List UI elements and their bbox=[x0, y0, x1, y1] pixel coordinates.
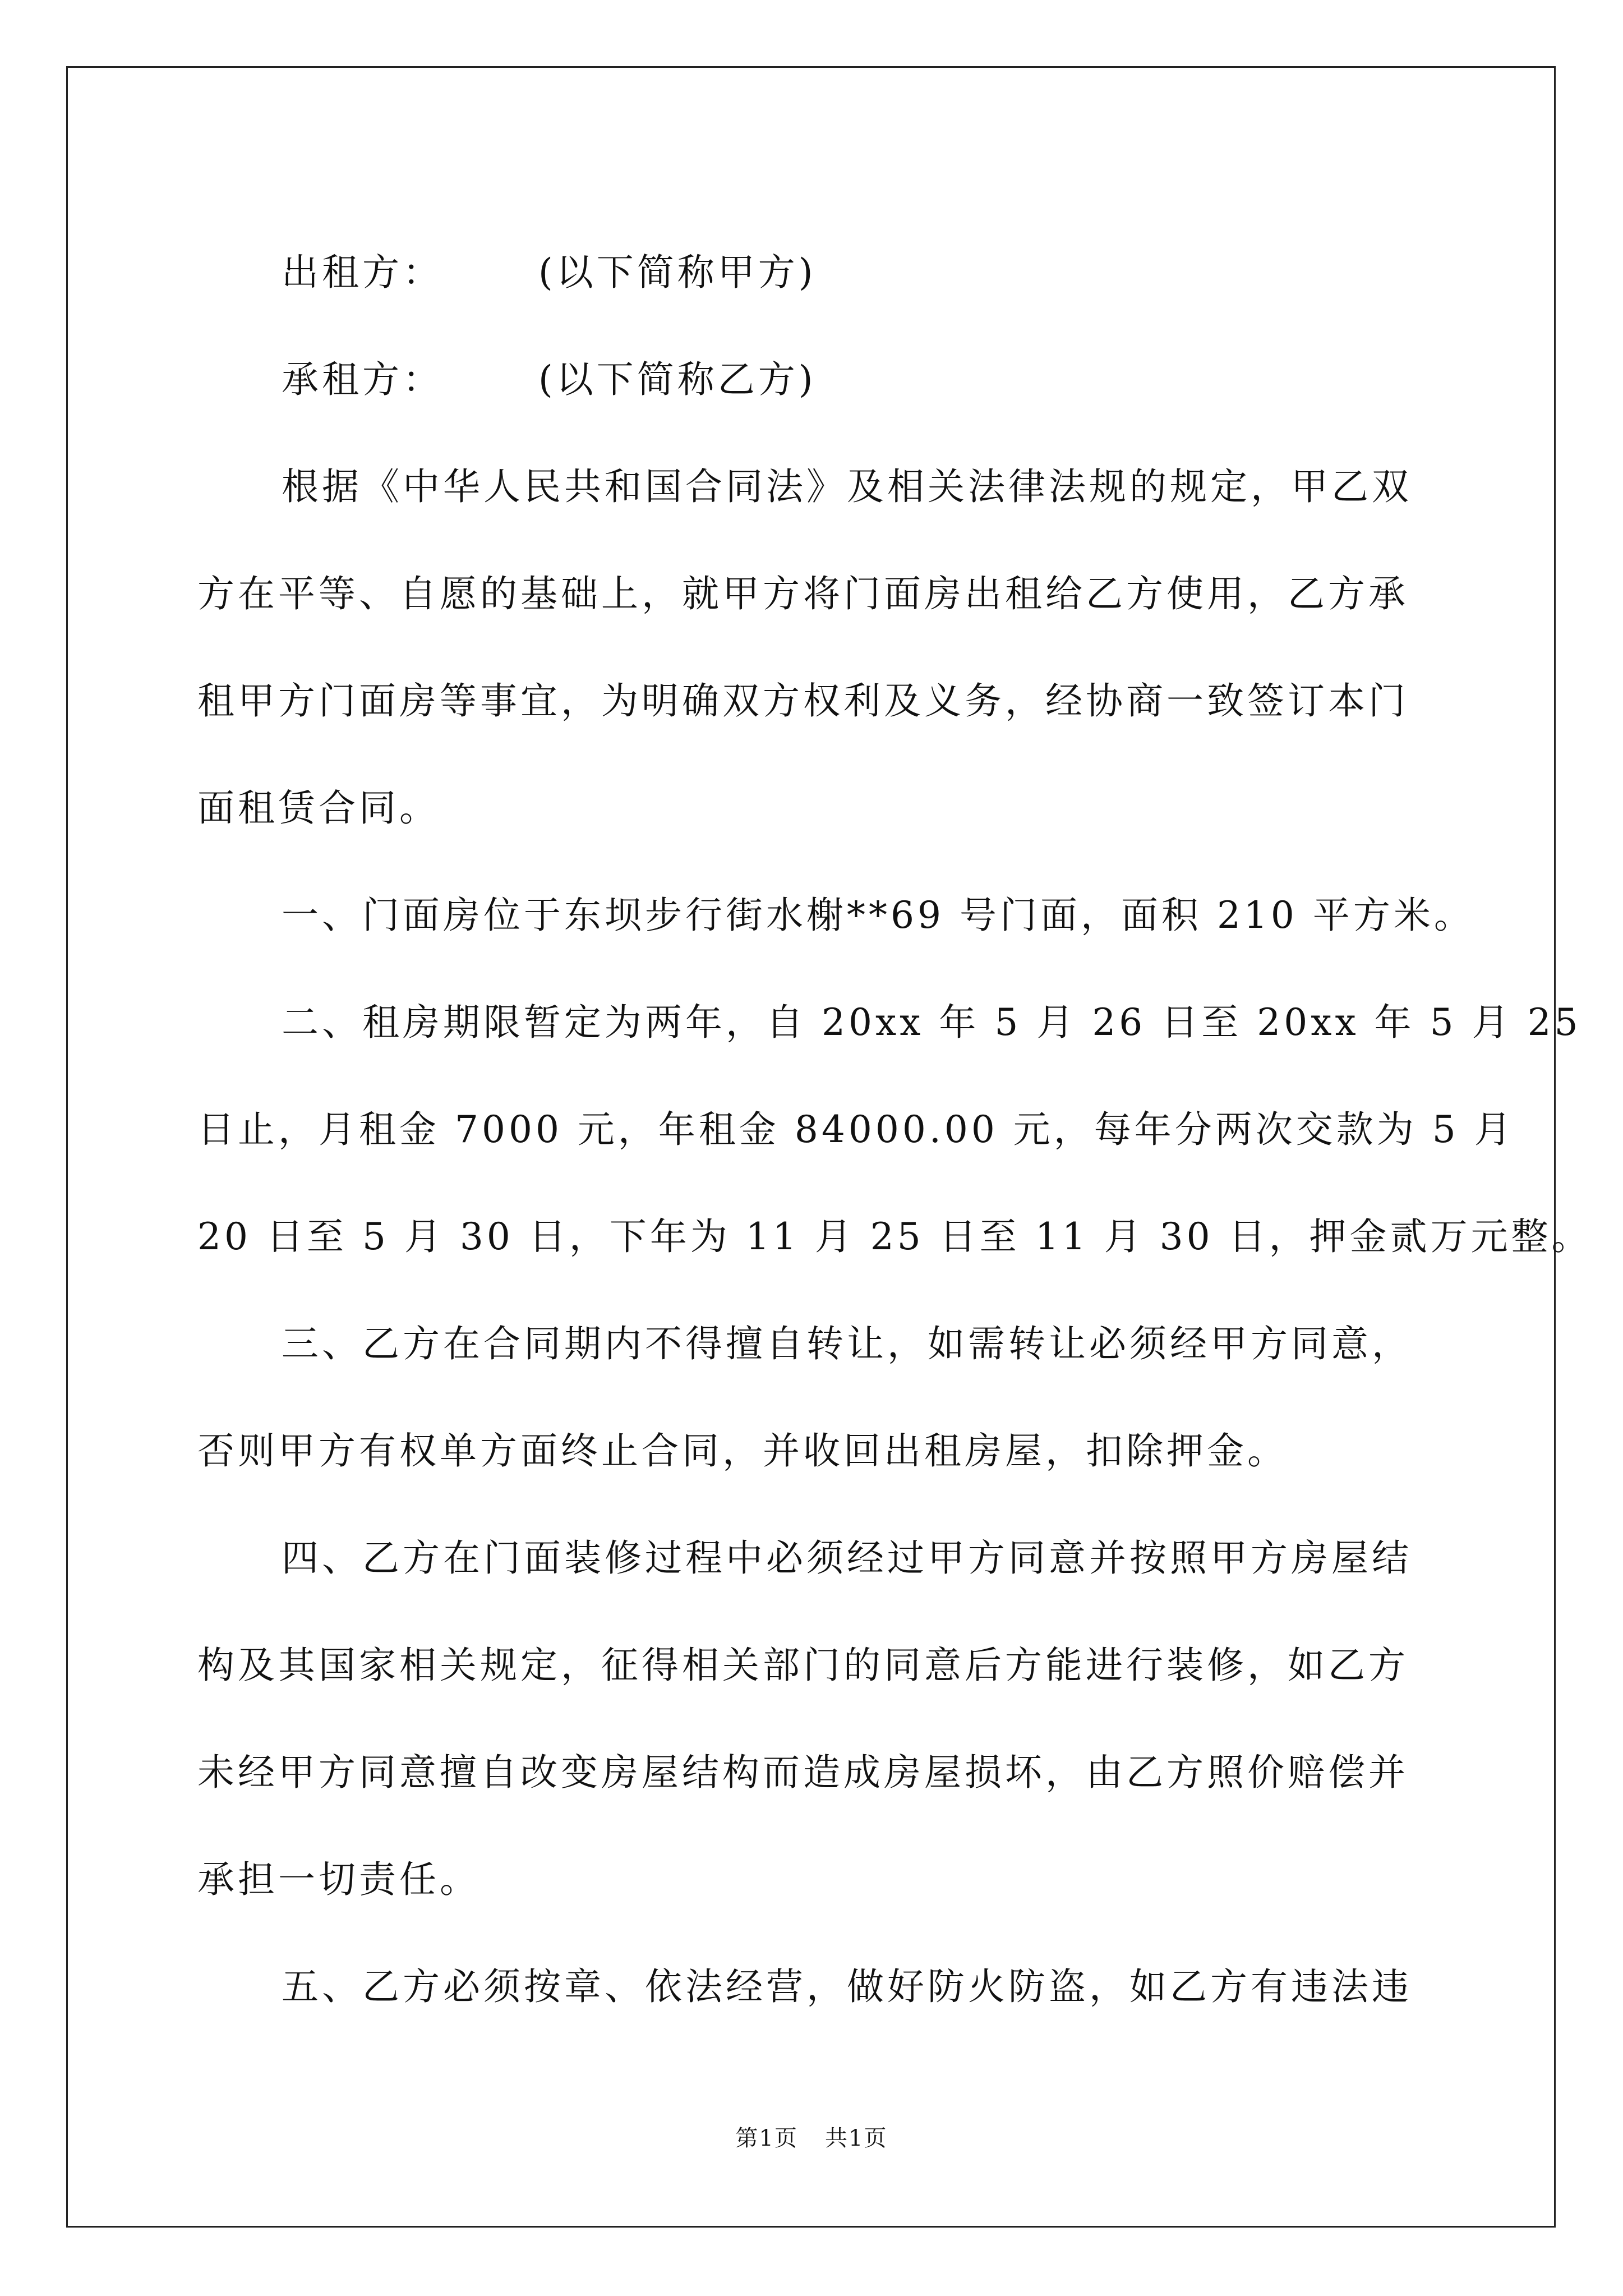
clause-4-line: 承担一切责任。 bbox=[197, 1858, 480, 1901]
preamble-line: 根据《中华人民共和国合同法》及相关法律法规的规定，甲乙双 bbox=[282, 465, 1412, 508]
lessor-label: 出租方： bbox=[282, 251, 443, 294]
clause-4-line: 构及其国家相关规定，征得相关部门的同意后方能进行装修，如乙方 bbox=[197, 1644, 1409, 1687]
preamble-line: 租甲方门面房等事宜，为明确双方权利及义务，经协商一致签订本门 bbox=[197, 679, 1409, 723]
page-footer bbox=[0, 2120, 1623, 2152]
page-total: 共1页 bbox=[825, 2125, 888, 2151]
clause-4-line: 四、乙方在门面装修过程中必须经过甲方同意并按照甲方房屋结 bbox=[282, 1536, 1412, 1580]
clause-2-line: 日止，月租金 7000 元，年租金 84000.00 元，每年分两次交款为 5 月 bbox=[197, 1108, 1515, 1151]
clause-3-line: 否则甲方有权单方面终止合同，并收回出租房屋，扣除押金。 bbox=[197, 1429, 1288, 1473]
lessor-note: (以下简称甲方) bbox=[538, 251, 817, 294]
clause-3-line: 三、乙方在合同期内不得擅自转让，如需转让必须经甲方同意， bbox=[282, 1322, 1412, 1365]
preamble-line: 方在平等、自愿的基础上，就甲方将门面房出租给乙方使用，乙方承 bbox=[197, 572, 1409, 615]
clause-4-line: 未经甲方同意擅自改变房屋结构而造成房屋损坏，由乙方照价赔偿并 bbox=[197, 1751, 1409, 1794]
clause-1-line: 一、门面房位于东坝步行街水榭**69 号门面，面积 210 平方米。 bbox=[282, 894, 1474, 937]
page-number: 第1页 bbox=[735, 2125, 798, 2151]
lessor-line bbox=[197, 219, 1434, 326]
clause-2-line: 20 日至 5 月 30 日，下年为 11 月 25 日至 11 月 30 日，押金贰万元整。 bbox=[197, 1215, 1592, 1258]
clause-5-line: 五、乙方必须按章、依法经营，做好防火防盗，如乙方有违法违 bbox=[282, 1965, 1412, 2008]
lessee-line bbox=[197, 326, 1434, 433]
lessee-note: (以下简称乙方) bbox=[538, 358, 817, 401]
clause-2-line: 二、租房期限暂定为两年，自 20xx 年 5 月 26 日至 20xx 年 5 月 25 bbox=[282, 1001, 1581, 1044]
lessee-label: 承租方： bbox=[282, 358, 443, 401]
preamble-line: 面租赁合同。 bbox=[197, 786, 440, 830]
document-body bbox=[197, 219, 1592, 2040]
